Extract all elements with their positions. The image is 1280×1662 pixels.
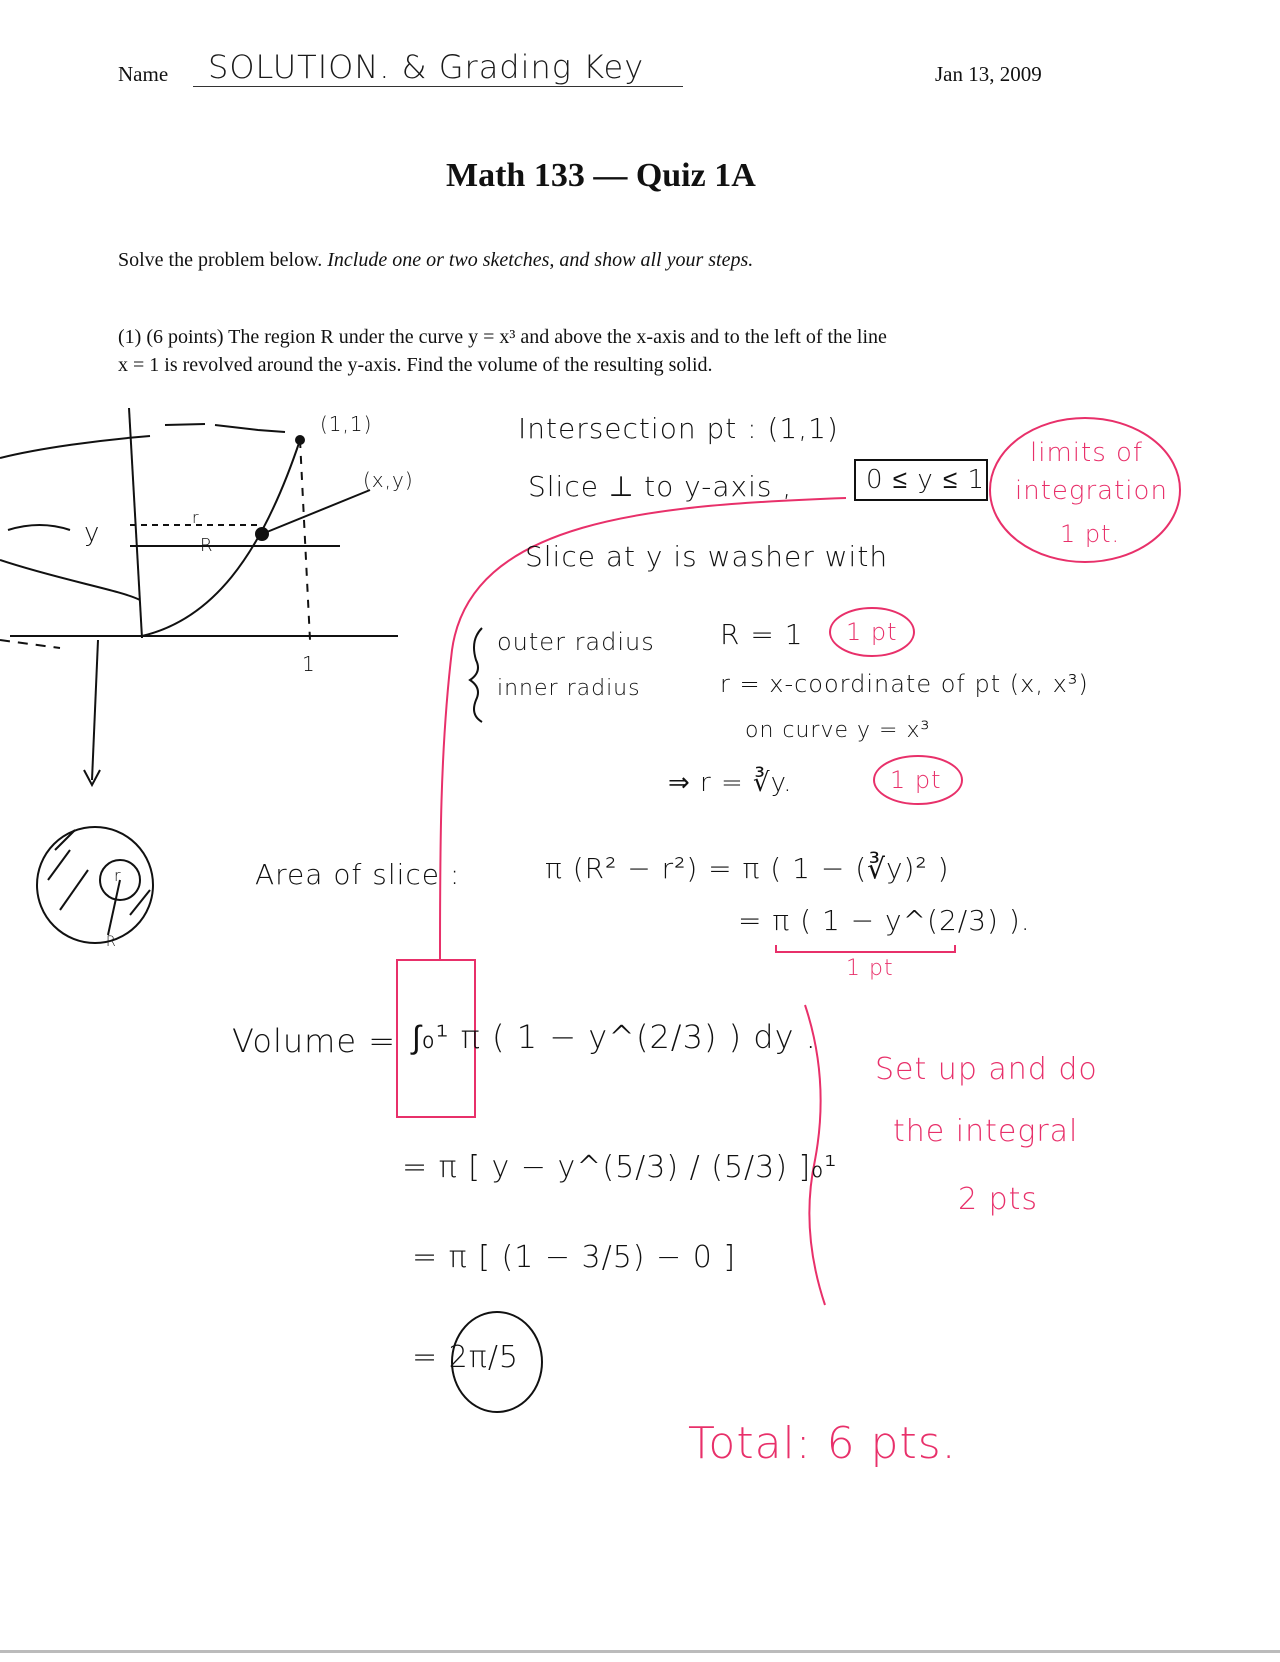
name-value: SOLUTION. & Grading Key: [208, 48, 645, 86]
volume-step-1: = π [ y − y^(5/3) / (5/3) ]₀¹: [402, 1150, 838, 1185]
area-underline: [776, 945, 955, 952]
volume-step-2: = π [ (1 − 3/5) − 0 ]: [412, 1240, 737, 1275]
volume-label: Volume =: [232, 1022, 396, 1060]
sketch-xy-label: (x,y): [363, 468, 414, 492]
area-simplified: = π ( 1 − y^(2/3) ).: [738, 904, 1031, 937]
sketch-point-label: (1,1): [320, 412, 373, 436]
name-label: Name: [118, 62, 169, 86]
limits-note-3: 1 pt.: [1060, 520, 1121, 548]
outer-radius-label: outer radius: [497, 628, 655, 656]
volume-integral: ∫₀¹ π ( 1 − y^(2/3) ) dy .: [412, 1018, 817, 1056]
washer-R-label: R: [106, 934, 117, 950]
page-title: Math 133 — Quiz 1A: [446, 157, 756, 194]
problem-line-1: (1) (6 points) The region R under the curve y = x³ and above the x-axis and to the left of the line: [118, 326, 887, 348]
limits-note-2: integration: [1015, 476, 1168, 506]
sketch-r-label: r: [192, 508, 200, 527]
integral-note-3: 2 pts: [958, 1182, 1039, 1217]
area-points: 1 pt: [846, 956, 894, 981]
washer-r-label: r: [114, 866, 122, 885]
sketch-tick-label: 1: [302, 652, 316, 676]
radius-brace: [470, 628, 482, 722]
outer-radius-value: R = 1: [720, 618, 804, 651]
volume-answer: = 2π/5: [412, 1340, 520, 1375]
outer-radius-points: 1 pt: [846, 618, 898, 646]
area-expression: π (R² − r²) = π ( 1 − (∛y)² ): [545, 852, 950, 885]
sketch-lower-ellipse: [0, 560, 140, 600]
instructions-emphasis: Include one or two sketches, and show all your steps.: [327, 249, 754, 271]
washer-outer-circle: [37, 827, 153, 943]
sketch-curve: [142, 440, 300, 636]
sketch-y-label: y: [84, 518, 101, 548]
sketch-rotation-arrow: [8, 525, 70, 530]
sketch-y-axis: [129, 408, 142, 638]
area-label: Area of slice :: [255, 858, 461, 891]
r-result-line: ⇒ r = ∛y.: [668, 768, 793, 798]
integral-note-2: the integral: [893, 1114, 1079, 1149]
bottom-rule: [0, 1650, 1280, 1653]
sketch-dashed-vertical: [300, 440, 310, 640]
sketch-top-point: [296, 436, 304, 444]
washer-line: Slice at y is washer with: [525, 540, 889, 573]
integral-note-1: Set up and do: [875, 1052, 1098, 1087]
inner-radius-label: inner radius: [497, 676, 641, 701]
sketch-down-arrow: [92, 640, 98, 780]
limits-text: 0 ≤ y ≤ 1: [866, 465, 986, 495]
on-curve-line: on curve y = x³: [745, 718, 931, 743]
problem-line-2: x = 1 is revolved around the y-axis. Find the volume of the resulting solid.: [118, 354, 713, 376]
instructions-plain: Solve the problem below.: [118, 249, 323, 271]
inner-radius-value: r = x-coordinate of pt (x, x³): [720, 670, 1089, 698]
sketch-R-label: R: [200, 535, 214, 556]
quiz-date: Jan 13, 2009: [935, 62, 1042, 86]
total-points: Total: 6 pts.: [688, 1418, 957, 1469]
inner-radius-points: 1 pt: [890, 766, 942, 794]
intersection-line: Intersection pt : (1,1): [518, 412, 839, 445]
sketch-top-ellipse: [0, 424, 285, 458]
limits-note-1: limits of: [1030, 438, 1144, 468]
slice-line: Slice ⊥ to y-axis ,: [528, 470, 793, 503]
